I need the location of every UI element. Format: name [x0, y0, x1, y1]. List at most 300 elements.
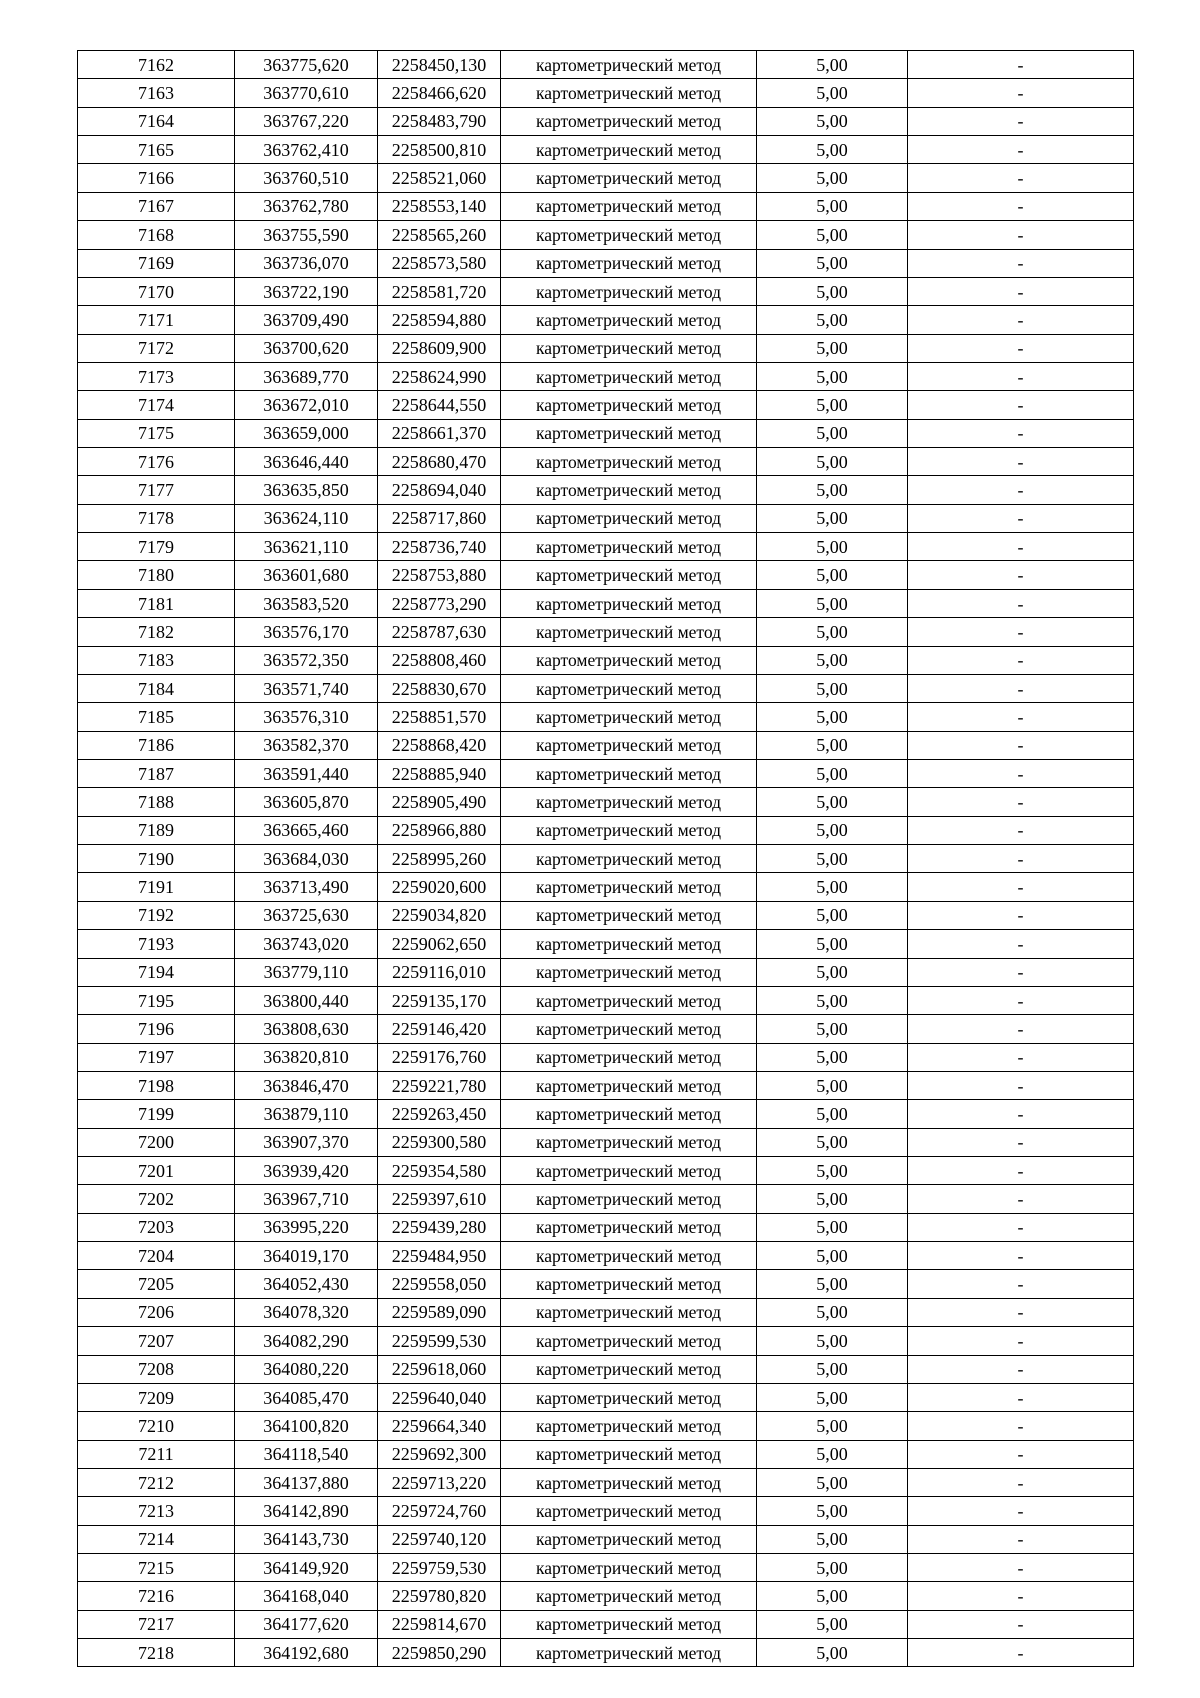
description-cell: - — [908, 448, 1134, 476]
y-coordinate-cell: 2258521,060 — [378, 164, 501, 192]
accuracy-cell: 5,00 — [757, 221, 908, 249]
y-coordinate-cell: 2259176,760 — [378, 1043, 501, 1071]
table-row — [78, 306, 1134, 334]
x-coordinate-cell: 363601,680 — [235, 561, 378, 589]
y-coordinate-cell: 2259354,580 — [378, 1157, 501, 1185]
x-coordinate-cell: 364118,540 — [235, 1440, 378, 1468]
point-number-cell: 7177 — [78, 476, 235, 504]
description-cell: - — [908, 1355, 1134, 1383]
description-cell: - — [908, 958, 1134, 986]
point-number-cell: 7171 — [78, 306, 235, 334]
method-cell: картометрический метод — [501, 1639, 757, 1667]
table-row — [78, 788, 1134, 816]
accuracy-cell: 5,00 — [757, 618, 908, 646]
point-number-cell: 7206 — [78, 1298, 235, 1326]
x-coordinate-cell: 363907,370 — [235, 1128, 378, 1156]
point-number-cell: 7191 — [78, 873, 235, 901]
table-row — [78, 249, 1134, 277]
x-coordinate-cell: 364080,220 — [235, 1355, 378, 1383]
accuracy-cell: 5,00 — [757, 845, 908, 873]
description-cell: - — [908, 618, 1134, 646]
description-cell: - — [908, 788, 1134, 816]
y-coordinate-cell: 2259135,170 — [378, 986, 501, 1014]
accuracy-cell: 5,00 — [757, 249, 908, 277]
y-coordinate-cell: 2258753,880 — [378, 561, 501, 589]
description-cell: - — [908, 1497, 1134, 1525]
method-cell: картометрический метод — [501, 1157, 757, 1185]
y-coordinate-cell: 2258868,420 — [378, 731, 501, 759]
method-cell: картометрический метод — [501, 362, 757, 390]
method-cell: картометрический метод — [501, 1213, 757, 1241]
y-coordinate-cell: 2258830,670 — [378, 674, 501, 702]
accuracy-cell: 5,00 — [757, 504, 908, 532]
point-number-cell: 7176 — [78, 448, 235, 476]
description-cell: - — [908, 362, 1134, 390]
point-number-cell: 7174 — [78, 391, 235, 419]
accuracy-cell: 5,00 — [757, 1128, 908, 1156]
description-cell: - — [908, 845, 1134, 873]
table-row — [78, 221, 1134, 249]
method-cell: картометрический метод — [501, 561, 757, 589]
accuracy-cell: 5,00 — [757, 334, 908, 362]
y-coordinate-cell: 2258609,900 — [378, 334, 501, 362]
method-cell: картометрический метод — [501, 1412, 757, 1440]
x-coordinate-cell: 363576,170 — [235, 618, 378, 646]
method-cell: картометрический метод — [501, 1071, 757, 1099]
table-row — [78, 1157, 1134, 1185]
method-cell: картометрический метод — [501, 448, 757, 476]
accuracy-cell: 5,00 — [757, 788, 908, 816]
y-coordinate-cell: 2259034,820 — [378, 901, 501, 929]
point-number-cell: 7168 — [78, 221, 235, 249]
point-number-cell: 7185 — [78, 703, 235, 731]
x-coordinate-cell: 363736,070 — [235, 249, 378, 277]
x-coordinate-cell: 363700,620 — [235, 334, 378, 362]
point-number-cell: 7207 — [78, 1327, 235, 1355]
description-cell: - — [908, 674, 1134, 702]
table-row — [78, 391, 1134, 419]
point-number-cell: 7175 — [78, 419, 235, 447]
accuracy-cell: 5,00 — [757, 79, 908, 107]
accuracy-cell: 5,00 — [757, 1468, 908, 1496]
accuracy-cell: 5,00 — [757, 419, 908, 447]
y-coordinate-cell: 2258500,810 — [378, 136, 501, 164]
point-number-cell: 7165 — [78, 136, 235, 164]
method-cell: картометрический метод — [501, 1327, 757, 1355]
method-cell: картометрический метод — [501, 1355, 757, 1383]
method-cell: картометрический метод — [501, 759, 757, 787]
y-coordinate-cell: 2259397,610 — [378, 1185, 501, 1213]
method-cell: картометрический метод — [501, 958, 757, 986]
x-coordinate-cell: 363846,470 — [235, 1071, 378, 1099]
method-cell: картометрический метод — [501, 277, 757, 305]
method-cell: картометрический метод — [501, 816, 757, 844]
y-coordinate-cell: 2259640,040 — [378, 1383, 501, 1411]
point-number-cell: 7195 — [78, 986, 235, 1014]
y-coordinate-cell: 2258466,620 — [378, 79, 501, 107]
method-cell: картометрический метод — [501, 674, 757, 702]
y-coordinate-cell: 2258581,720 — [378, 277, 501, 305]
y-coordinate-cell: 2259263,450 — [378, 1100, 501, 1128]
table-row — [78, 362, 1134, 390]
y-coordinate-cell: 2259850,290 — [378, 1639, 501, 1667]
accuracy-cell: 5,00 — [757, 731, 908, 759]
accuracy-cell: 5,00 — [757, 1242, 908, 1270]
accuracy-cell: 5,00 — [757, 958, 908, 986]
x-coordinate-cell: 363808,630 — [235, 1015, 378, 1043]
point-number-cell: 7187 — [78, 759, 235, 787]
description-cell: - — [908, 986, 1134, 1014]
y-coordinate-cell: 2258773,290 — [378, 589, 501, 617]
x-coordinate-cell: 363665,460 — [235, 816, 378, 844]
description-cell: - — [908, 1157, 1134, 1185]
description-cell: - — [908, 1100, 1134, 1128]
accuracy-cell: 5,00 — [757, 703, 908, 731]
y-coordinate-cell: 2258717,860 — [378, 504, 501, 532]
y-coordinate-cell: 2259558,050 — [378, 1270, 501, 1298]
y-coordinate-cell: 2258553,140 — [378, 192, 501, 220]
x-coordinate-cell: 363725,630 — [235, 901, 378, 929]
accuracy-cell: 5,00 — [757, 1270, 908, 1298]
y-coordinate-cell: 2259146,420 — [378, 1015, 501, 1043]
point-number-cell: 7162 — [78, 51, 235, 79]
x-coordinate-cell: 363635,850 — [235, 476, 378, 504]
x-coordinate-cell: 363820,810 — [235, 1043, 378, 1071]
method-cell: картометрический метод — [501, 1497, 757, 1525]
table-row — [78, 986, 1134, 1014]
method-cell: картометрический метод — [501, 731, 757, 759]
description-cell: - — [908, 476, 1134, 504]
point-number-cell: 7182 — [78, 618, 235, 646]
method-cell: картометрический метод — [501, 703, 757, 731]
description-cell: - — [908, 1582, 1134, 1610]
method-cell: картометрический метод — [501, 306, 757, 334]
table-row — [78, 533, 1134, 561]
description-cell: - — [908, 873, 1134, 901]
accuracy-cell: 5,00 — [757, 759, 908, 787]
point-number-cell: 7210 — [78, 1412, 235, 1440]
table-row — [78, 1270, 1134, 1298]
point-number-cell: 7170 — [78, 277, 235, 305]
point-number-cell: 7213 — [78, 1497, 235, 1525]
y-coordinate-cell: 2259780,820 — [378, 1582, 501, 1610]
point-number-cell: 7199 — [78, 1100, 235, 1128]
method-cell: картометрический метод — [501, 845, 757, 873]
y-coordinate-cell: 2258565,260 — [378, 221, 501, 249]
description-cell: - — [908, 1015, 1134, 1043]
description-cell: - — [908, 1128, 1134, 1156]
description-cell: - — [908, 1071, 1134, 1099]
y-coordinate-cell: 2259740,120 — [378, 1525, 501, 1553]
method-cell: картометрический метод — [501, 1440, 757, 1468]
description-cell: - — [908, 1412, 1134, 1440]
x-coordinate-cell: 363767,220 — [235, 107, 378, 135]
description-cell: - — [908, 1440, 1134, 1468]
y-coordinate-cell: 2259062,650 — [378, 930, 501, 958]
table-row — [78, 561, 1134, 589]
accuracy-cell: 5,00 — [757, 306, 908, 334]
table-row — [78, 1185, 1134, 1213]
description-cell: - — [908, 703, 1134, 731]
accuracy-cell: 5,00 — [757, 362, 908, 390]
table-row — [78, 79, 1134, 107]
y-coordinate-cell: 2258966,880 — [378, 816, 501, 844]
method-cell: картометрический метод — [501, 1100, 757, 1128]
table-row — [78, 646, 1134, 674]
y-coordinate-cell: 2258450,130 — [378, 51, 501, 79]
point-number-cell: 7163 — [78, 79, 235, 107]
y-coordinate-cell: 2259724,760 — [378, 1497, 501, 1525]
accuracy-cell: 5,00 — [757, 930, 908, 958]
point-number-cell: 7204 — [78, 1242, 235, 1270]
point-number-cell: 7216 — [78, 1582, 235, 1610]
x-coordinate-cell: 364192,680 — [235, 1639, 378, 1667]
table-row — [78, 816, 1134, 844]
y-coordinate-cell: 2259300,580 — [378, 1128, 501, 1156]
point-number-cell: 7205 — [78, 1270, 235, 1298]
method-cell: картометрический метод — [501, 646, 757, 674]
accuracy-cell: 5,00 — [757, 448, 908, 476]
accuracy-cell: 5,00 — [757, 1610, 908, 1638]
y-coordinate-cell: 2259692,300 — [378, 1440, 501, 1468]
x-coordinate-cell: 363576,310 — [235, 703, 378, 731]
point-number-cell: 7189 — [78, 816, 235, 844]
method-cell: картометрический метод — [501, 1554, 757, 1582]
method-cell: картометрический метод — [501, 221, 757, 249]
table-row — [78, 1525, 1134, 1553]
method-cell: картометрический метод — [501, 1610, 757, 1638]
method-cell: картометрический метод — [501, 1015, 757, 1043]
y-coordinate-cell: 2258736,740 — [378, 533, 501, 561]
y-coordinate-cell: 2259759,530 — [378, 1554, 501, 1582]
x-coordinate-cell: 364052,430 — [235, 1270, 378, 1298]
table-row — [78, 1639, 1134, 1667]
method-cell: картометрический метод — [501, 192, 757, 220]
accuracy-cell: 5,00 — [757, 1213, 908, 1241]
table-row — [78, 1213, 1134, 1241]
y-coordinate-cell: 2259116,010 — [378, 958, 501, 986]
description-cell: - — [908, 1298, 1134, 1326]
method-cell: картометрический метод — [501, 1128, 757, 1156]
y-coordinate-cell: 2259484,950 — [378, 1242, 501, 1270]
method-cell: картометрический метод — [501, 1383, 757, 1411]
x-coordinate-cell: 364149,920 — [235, 1554, 378, 1582]
description-cell: - — [908, 1383, 1134, 1411]
accuracy-cell: 5,00 — [757, 1071, 908, 1099]
method-cell: картометрический метод — [501, 419, 757, 447]
table-row — [78, 703, 1134, 731]
point-number-cell: 7194 — [78, 958, 235, 986]
point-number-cell: 7180 — [78, 561, 235, 589]
description-cell: - — [908, 277, 1134, 305]
table-row — [78, 1412, 1134, 1440]
point-number-cell: 7183 — [78, 646, 235, 674]
table-row — [78, 334, 1134, 362]
accuracy-cell: 5,00 — [757, 816, 908, 844]
method-cell: картометрический метод — [501, 1043, 757, 1071]
description-cell: - — [908, 107, 1134, 135]
point-number-cell: 7181 — [78, 589, 235, 617]
description-cell: - — [908, 1270, 1134, 1298]
point-number-cell: 7178 — [78, 504, 235, 532]
x-coordinate-cell: 364082,290 — [235, 1327, 378, 1355]
x-coordinate-cell: 363646,440 — [235, 448, 378, 476]
table-row — [78, 51, 1134, 79]
table-row — [78, 504, 1134, 532]
point-number-cell: 7217 — [78, 1610, 235, 1638]
accuracy-cell: 5,00 — [757, 51, 908, 79]
description-cell: - — [908, 1043, 1134, 1071]
y-coordinate-cell: 2259599,530 — [378, 1327, 501, 1355]
accuracy-cell: 5,00 — [757, 1412, 908, 1440]
y-coordinate-cell: 2258808,460 — [378, 646, 501, 674]
x-coordinate-cell: 364143,730 — [235, 1525, 378, 1553]
y-coordinate-cell: 2258694,040 — [378, 476, 501, 504]
accuracy-cell: 5,00 — [757, 1100, 908, 1128]
x-coordinate-cell: 363770,610 — [235, 79, 378, 107]
y-coordinate-cell: 2259664,340 — [378, 1412, 501, 1440]
y-coordinate-cell: 2259589,090 — [378, 1298, 501, 1326]
table-row — [78, 674, 1134, 702]
method-cell: картометрический метод — [501, 249, 757, 277]
point-number-cell: 7188 — [78, 788, 235, 816]
point-number-cell: 7164 — [78, 107, 235, 135]
description-cell: - — [908, 646, 1134, 674]
table-row — [78, 164, 1134, 192]
x-coordinate-cell: 363624,110 — [235, 504, 378, 532]
accuracy-cell: 5,00 — [757, 674, 908, 702]
point-number-cell: 7179 — [78, 533, 235, 561]
y-coordinate-cell: 2258680,470 — [378, 448, 501, 476]
description-cell: - — [908, 901, 1134, 929]
description-cell: - — [908, 1327, 1134, 1355]
x-coordinate-cell: 363775,620 — [235, 51, 378, 79]
method-cell: картометрический метод — [501, 391, 757, 419]
accuracy-cell: 5,00 — [757, 986, 908, 1014]
table-row — [78, 930, 1134, 958]
x-coordinate-cell: 363591,440 — [235, 759, 378, 787]
x-coordinate-cell: 363572,350 — [235, 646, 378, 674]
point-number-cell: 7212 — [78, 1468, 235, 1496]
description-cell: - — [908, 136, 1134, 164]
y-coordinate-cell: 2258661,370 — [378, 419, 501, 447]
table-row — [78, 1440, 1134, 1468]
method-cell: картометрический метод — [501, 589, 757, 617]
method-cell: картометрический метод — [501, 136, 757, 164]
method-cell: картометрический метод — [501, 334, 757, 362]
y-coordinate-cell: 2258594,880 — [378, 306, 501, 334]
x-coordinate-cell: 363709,490 — [235, 306, 378, 334]
accuracy-cell: 5,00 — [757, 1157, 908, 1185]
method-cell: картометрический метод — [501, 533, 757, 561]
x-coordinate-cell: 363995,220 — [235, 1213, 378, 1241]
point-number-cell: 7184 — [78, 674, 235, 702]
y-coordinate-cell: 2258483,790 — [378, 107, 501, 135]
point-number-cell: 7215 — [78, 1554, 235, 1582]
table-row — [78, 1327, 1134, 1355]
x-coordinate-cell: 363605,870 — [235, 788, 378, 816]
point-number-cell: 7169 — [78, 249, 235, 277]
x-coordinate-cell: 363879,110 — [235, 1100, 378, 1128]
point-number-cell: 7200 — [78, 1128, 235, 1156]
x-coordinate-cell: 363659,000 — [235, 419, 378, 447]
accuracy-cell: 5,00 — [757, 1554, 908, 1582]
accuracy-cell: 5,00 — [757, 136, 908, 164]
x-coordinate-cell: 363583,520 — [235, 589, 378, 617]
method-cell: картометрический метод — [501, 79, 757, 107]
description-cell: - — [908, 306, 1134, 334]
table-row — [78, 1355, 1134, 1383]
accuracy-cell: 5,00 — [757, 646, 908, 674]
y-coordinate-cell: 2258624,990 — [378, 362, 501, 390]
method-cell: картометрический метод — [501, 1525, 757, 1553]
method-cell: картометрический метод — [501, 107, 757, 135]
description-cell: - — [908, 419, 1134, 447]
method-cell: картометрический метод — [501, 164, 757, 192]
point-number-cell: 7214 — [78, 1525, 235, 1553]
table-row — [78, 1043, 1134, 1071]
y-coordinate-cell: 2259713,220 — [378, 1468, 501, 1496]
table-row — [78, 419, 1134, 447]
table-row — [78, 845, 1134, 873]
table-row — [78, 136, 1134, 164]
description-cell: - — [908, 79, 1134, 107]
y-coordinate-cell: 2259020,600 — [378, 873, 501, 901]
description-cell: - — [908, 1185, 1134, 1213]
table-row — [78, 107, 1134, 135]
x-coordinate-cell: 363779,110 — [235, 958, 378, 986]
accuracy-cell: 5,00 — [757, 192, 908, 220]
y-coordinate-cell: 2258787,630 — [378, 618, 501, 646]
accuracy-cell: 5,00 — [757, 1043, 908, 1071]
coordinates-table — [77, 50, 1134, 1667]
x-coordinate-cell: 363689,770 — [235, 362, 378, 390]
point-number-cell: 7173 — [78, 362, 235, 390]
method-cell: картометрический метод — [501, 1582, 757, 1610]
method-cell: картометрический метод — [501, 930, 757, 958]
accuracy-cell: 5,00 — [757, 873, 908, 901]
description-cell: - — [908, 249, 1134, 277]
table-row — [78, 192, 1134, 220]
table-row — [78, 1015, 1134, 1043]
x-coordinate-cell: 364168,040 — [235, 1582, 378, 1610]
x-coordinate-cell: 363722,190 — [235, 277, 378, 305]
table-row — [78, 1100, 1134, 1128]
accuracy-cell: 5,00 — [757, 589, 908, 617]
y-coordinate-cell: 2259618,060 — [378, 1355, 501, 1383]
table-row — [78, 618, 1134, 646]
point-number-cell: 7203 — [78, 1213, 235, 1241]
description-cell: - — [908, 1242, 1134, 1270]
description-cell: - — [908, 504, 1134, 532]
x-coordinate-cell: 363939,420 — [235, 1157, 378, 1185]
point-number-cell: 7202 — [78, 1185, 235, 1213]
table-row — [78, 731, 1134, 759]
point-number-cell: 7190 — [78, 845, 235, 873]
description-cell: - — [908, 1213, 1134, 1241]
accuracy-cell: 5,00 — [757, 1497, 908, 1525]
point-number-cell: 7201 — [78, 1157, 235, 1185]
x-coordinate-cell: 363967,710 — [235, 1185, 378, 1213]
description-cell: - — [908, 391, 1134, 419]
method-cell: картометрический метод — [501, 1298, 757, 1326]
table-row — [78, 873, 1134, 901]
description-cell: - — [908, 731, 1134, 759]
x-coordinate-cell: 364078,320 — [235, 1298, 378, 1326]
x-coordinate-cell: 364019,170 — [235, 1242, 378, 1270]
x-coordinate-cell: 363762,780 — [235, 192, 378, 220]
method-cell: картометрический метод — [501, 1242, 757, 1270]
